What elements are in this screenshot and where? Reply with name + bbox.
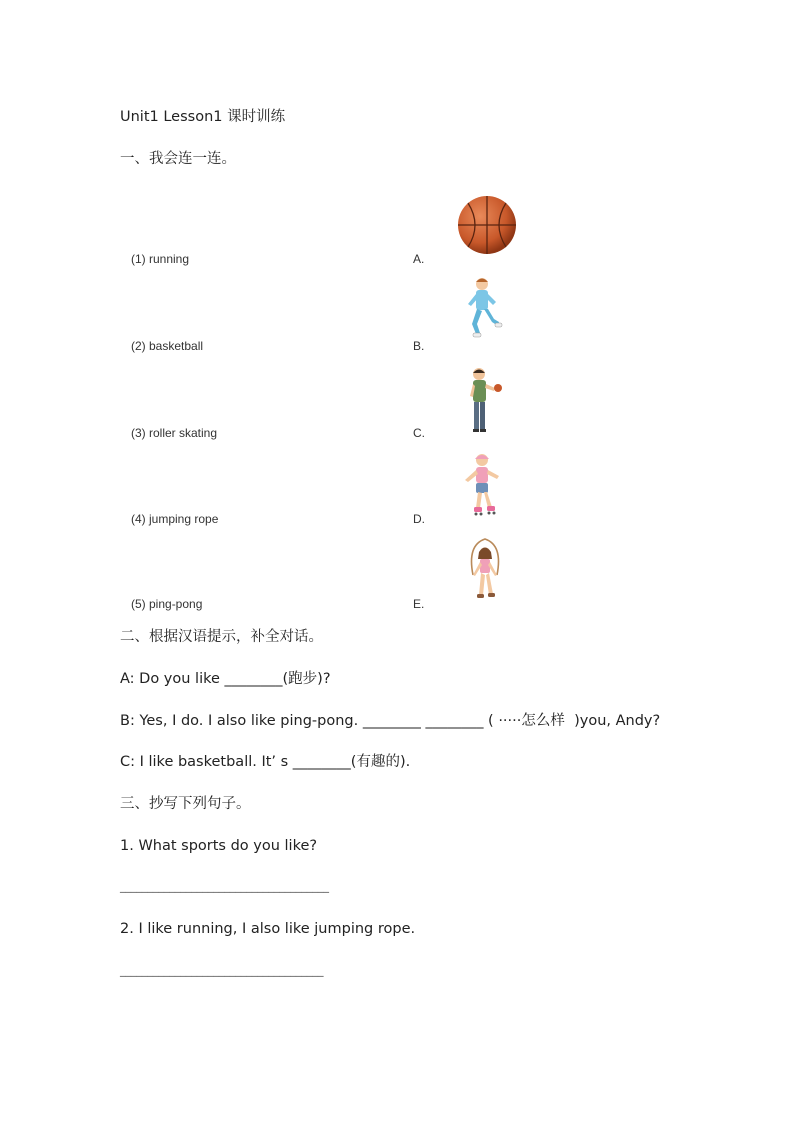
letter-a: A.: [413, 252, 425, 266]
dialogue-line-c: C: I like basketball. It’ s ________(有趣的).: [120, 754, 411, 770]
page-title: Unit1 Lesson1 课时训练: [120, 109, 286, 125]
answer-blank-1[interactable]: ______________________________________: [120, 880, 329, 893]
section-2-heading: 二、根据汉语提示，补全对话。: [120, 629, 323, 645]
boy-running-image: [462, 276, 508, 342]
girl-roller-skating-image: [460, 450, 506, 518]
letter-c: C.: [413, 426, 425, 440]
letter-d: D.: [413, 512, 425, 526]
dialogue-line-b: B: Yes, I do. I also like ping-pong. ________ ________ ( ·····怎么样 )you, Andy?: [120, 713, 661, 729]
word-running: (1) running: [131, 252, 190, 266]
section-1-heading: 一、我会连一连。: [120, 151, 236, 167]
boy-ping-pong-image: [462, 366, 506, 436]
copy-sentence-2: 2. I like running, I also like jumping rope.: [120, 921, 416, 937]
answer-blank-2[interactable]: _____________________________________: [120, 964, 324, 977]
word-basketball: (2) basketball: [131, 339, 204, 353]
word-roller-skating: (3) roller skating: [131, 426, 218, 440]
copy-sentence-1: 1. What sports do you like?: [120, 838, 318, 854]
girl-jumping-rope-image: [465, 535, 505, 605]
word-jumping-rope: (4) jumping rope: [131, 512, 219, 526]
dialogue-line-a: A: Do you like ________(跑步)?: [120, 671, 331, 687]
section-3-heading: 三、抄写下列句子。: [120, 796, 251, 812]
word-ping-pong: (5) ping-pong: [131, 597, 203, 611]
letter-b: B.: [413, 339, 425, 353]
letter-e: E.: [413, 597, 425, 611]
basketball-ball-image: [456, 194, 518, 256]
